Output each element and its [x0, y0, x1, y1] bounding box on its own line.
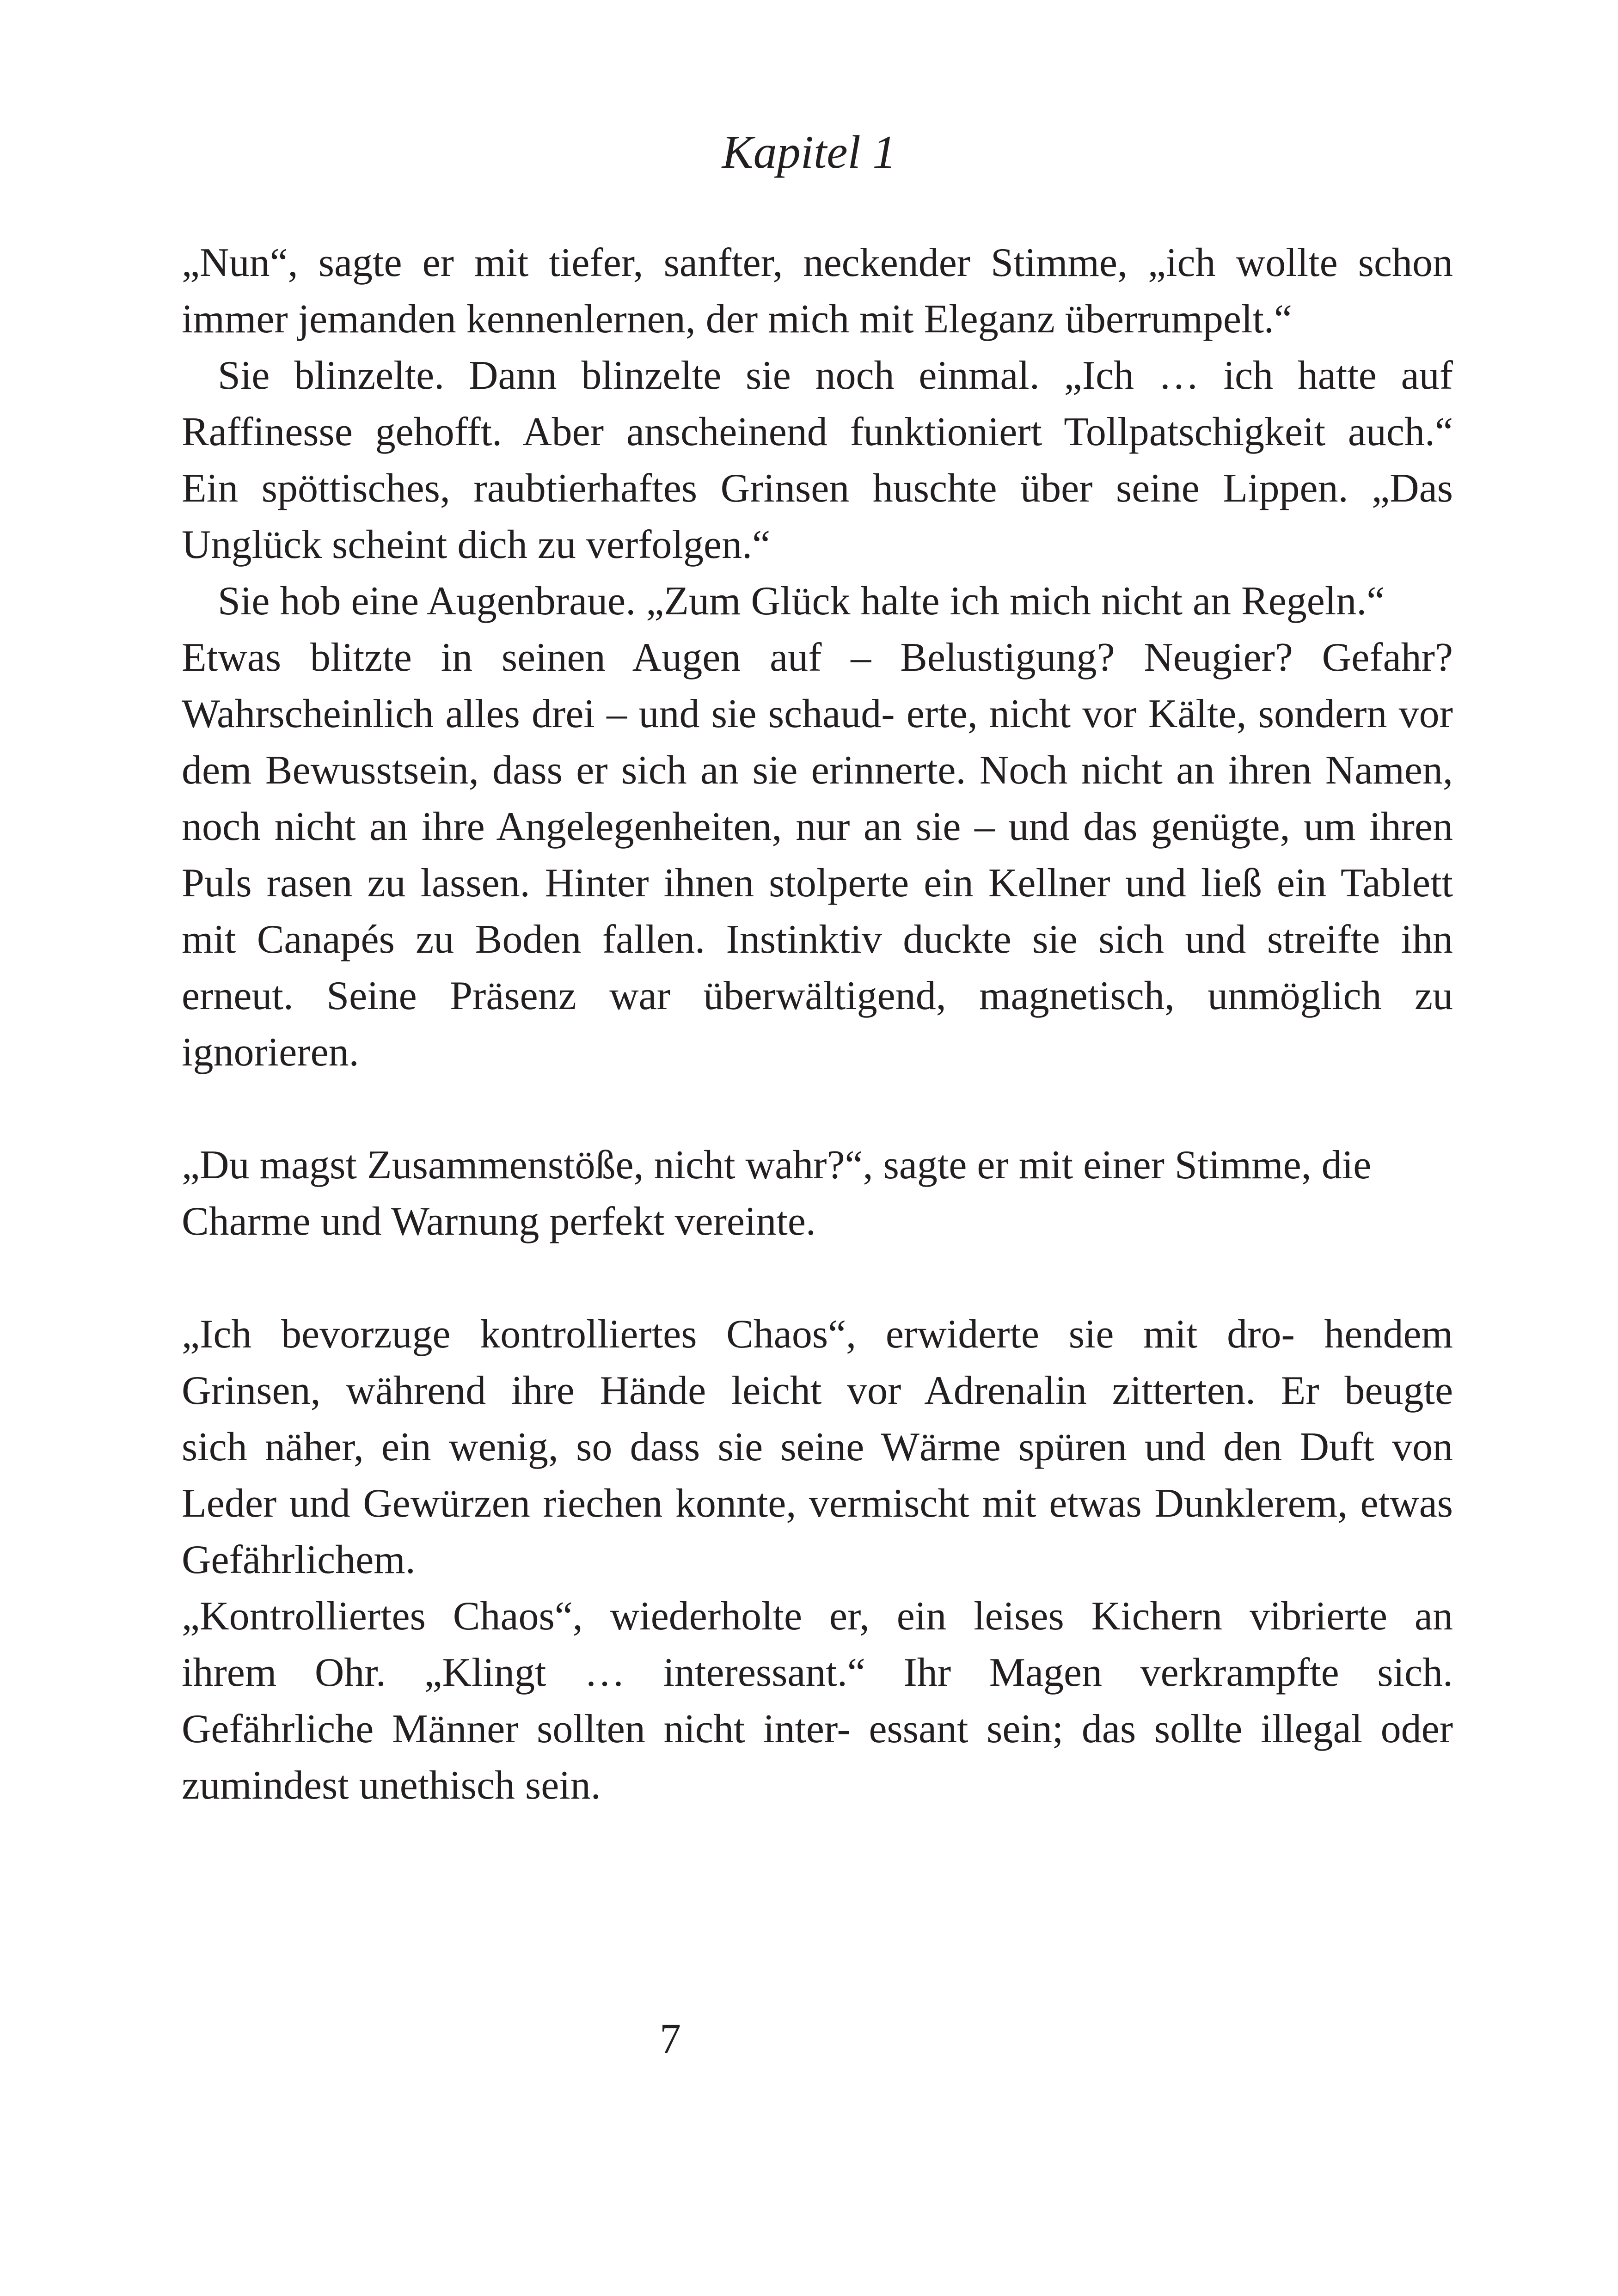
text-line: Unglück scheint dich zu verfolgen.“ [182, 522, 771, 567]
text-line: Sie blinzelte. Dann blinzelte sie noch einmal. „Ich … ich hatte auf [218, 353, 1453, 398]
text-line: „Kontrolliertes Chaos“, wiederholte er, ein leises Kichern vibrierte an [182, 1594, 1453, 1639]
body-text [182, 235, 1453, 1814]
text-line: Wahrscheinlich alles drei – und sie schaud- erte, nicht vor Kälte, sondern vor [182, 692, 1453, 736]
text-line: dem Bewusstsein, dass er sich an sie erinnerte. Noch nicht an ihren Namen, [182, 748, 1453, 793]
text-line: ihrem Ohr. „Klingt … interessant.“ Ihr Magen verkrampfte sich. [182, 1650, 1453, 1695]
text-line: Grinsen, während ihre Hände leicht vor Adrenalin zitterten. Er beugte [182, 1368, 1453, 1413]
text-line: noch nicht an ihre Angelegenheiten, nur an sie – und das genügte, um ihren [182, 804, 1453, 849]
text-line: Puls rasen zu lassen. Hinter ihnen stolperte ein Kellner und ließ ein Tablett [182, 861, 1453, 906]
text-line: mit Canapés zu Boden fallen. Instinktiv duckte sie sich und streifte ihn [182, 917, 1453, 962]
text-line: immer jemanden kennenlernen, der mich mit Eleganz überrumpelt.“ [182, 297, 1292, 342]
paragraph-gap [182, 1081, 1453, 1137]
text-line: Etwas blitzte in seinen Augen auf – Belustigung? Neugier? Gefahr? [182, 635, 1453, 680]
text-line: erneut. Seine Präsenz war überwältigend, magnetisch, unmöglich zu [182, 974, 1453, 1018]
text-line: ignorieren. [182, 1030, 359, 1075]
page-number: 7 [660, 2015, 681, 2062]
text-line: Gefährlichem. [182, 1537, 416, 1582]
text-line: Sie hob eine Augenbraue. „Zum Glück halte ich mich nicht an Regeln.“ [218, 579, 1385, 624]
paragraph-gap [182, 1250, 1453, 1306]
text-line: Ein spöttisches, raubtierhaftes Grinsen huschte über seine Lippen. „Das [182, 466, 1453, 511]
text-line: zumindest unethisch sein. [182, 1763, 601, 1808]
text-line: „Du magst Zusammenstöße, nicht wahr?“, sagte er mit einer Stimme, die [182, 1143, 1372, 1188]
text-line: sich näher, ein wenig, so dass sie seine Wärme spüren und den Duft von [182, 1425, 1453, 1469]
text-line: Leder und Gewürzen riechen konnte, vermischt mit etwas Dunklerem, etwas [182, 1481, 1453, 1526]
text-line: „Ich bevorzuge kontrolliertes Chaos“, erwiderte sie mit dro- hendem [182, 1312, 1453, 1357]
running-head: Kapitel 1 [722, 126, 896, 178]
text-line: Gefährliche Männer sollten nicht inter- essant sein; das sollte illegal oder [182, 1707, 1453, 1751]
text-line: Charme und Warnung perfekt vereinte. [182, 1199, 816, 1244]
text-line: Raffinesse gehofft. Aber anscheinend funktioniert Tollpatschigkeit auch.“ [182, 410, 1453, 454]
text-line: „Nun“, sagte er mit tiefer, sanfter, neckender Stimme, „ich wollte schon [182, 240, 1453, 285]
